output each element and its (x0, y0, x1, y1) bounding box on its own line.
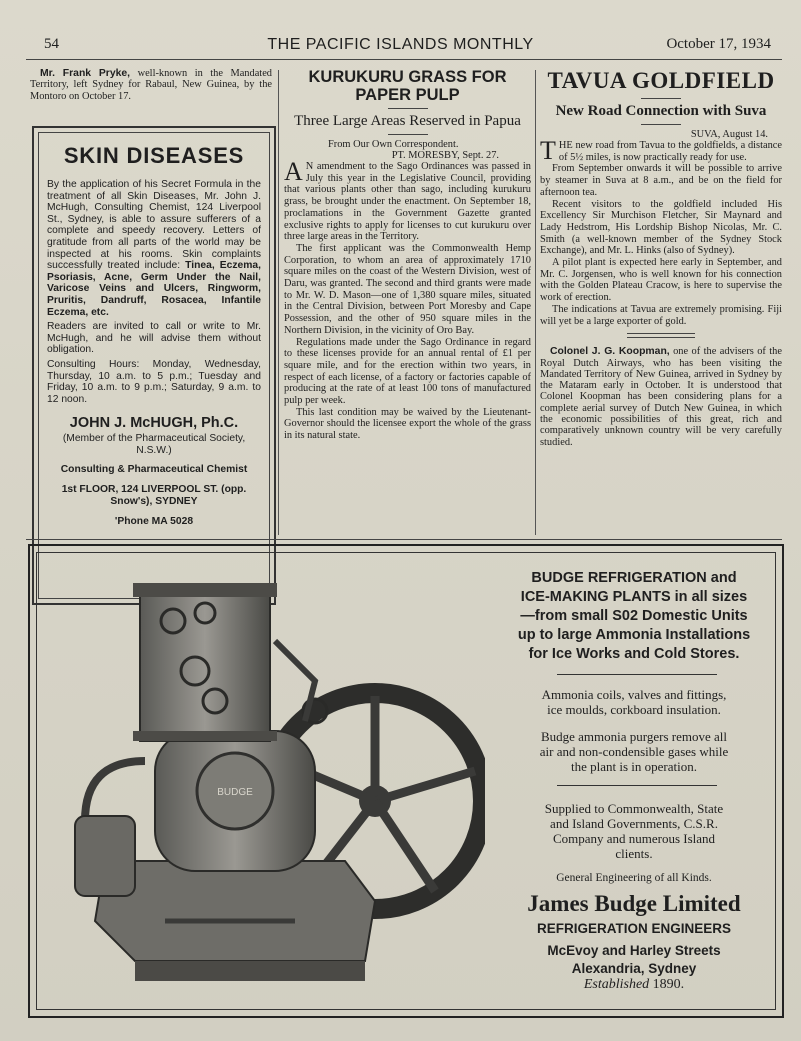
article-paragraph: Regulations made under the Sago Ordinance in regard to these licenses provide for an annual rental of £1 per square mile, and for the erection within two years, in respect of each license, of a factory or factories capable of producing at the rate of at least 100 tons of manufactured pulp per week. (284, 336, 531, 407)
page-header (0, 36, 801, 58)
refrigeration-machine-illustration (45, 561, 485, 1001)
notice-text: one of the advisers of the Royal Dutch Airways, who has been visiting the Mandated Territory of New Guinea, arrived in Sydney by the Mataram early in October. It is understood that Colonel Koopman has been considering plans for a complete aerial survey of Dutch New Guinea, in which the economic possibilities of this great, rich and comparatively unknown country will be very carefully studied. (540, 346, 782, 448)
ad-heading-line: ICE-MAKING PLANTS in all sizes (520, 589, 748, 605)
article-paragraph: N amendment to the Sago Ordinances was passed in July this year in the Legislative Council, providing that various plants other than sago, including kurukuru grass, be brought under the enactment. On September 18, proclamations in the Government Gazette granted exclusive rights to apply for licenses to cut kurukuru over three large areas in the Territory. (284, 161, 531, 243)
ad-title: SKIN DISEASES (63, 143, 245, 168)
chemist-role: Consulting & Pharmaceutical Chemist (60, 464, 248, 476)
left-column (30, 68, 272, 528)
section-rule (627, 333, 695, 338)
article-paragraph: The indications at Tavua are extremely promising. Fiji will yet be a large exporter of gold. (540, 303, 782, 327)
kurukuru-subhead: Three Large Areas Reserved in Papua (294, 113, 521, 129)
drop-cap: A (284, 157, 303, 186)
page-number: 54 (44, 36, 59, 52)
address: 1st FLOOR, 124 LIVERPOOL ST. (opp. Snow's), SYDNEY (61, 484, 247, 508)
short-rule (641, 98, 681, 99)
ad-text-line: the plant is in operation. (570, 759, 697, 774)
kurukuru-headline: KURUKURU GRASS FOR PAPER PULP (308, 68, 507, 104)
machine-label: BUDGE (217, 787, 253, 798)
ad-text-line: Supplied to Commonwealth, State (544, 801, 724, 816)
tavua-headline: TAVUA GOLDFIELD (547, 68, 775, 93)
article-paragraph: The first applicant was the Commonwealth Hemp Corporation, to whom an area of approximately 1710 square miles on the coast of the Western Division, west of Daru, was granted. The second and third grants were made to Mr. W. D. Mason—one of 1,380 square miles, situated in the Central Division, between Port Moresby and Cape Possession, and the other of 950 square miles in the Northern Division, in the vicinity of Oro Bay. (284, 242, 531, 336)
article-paragraph: Recent visitors to the goldfield included His Excellency Sir Murchison Fletcher, Sir Maynard and Lady Hedstrom, His Lordship Bishop Nicolas, Mr. C. Smith (a well-known member of the Sydney Stock Exchange), and Mr. L. Hinks (also of Sydney). (540, 198, 782, 257)
ad-paragraph: Readers are invited to call or write to Mr. McHugh, and he will advise them without obligation. (47, 321, 261, 356)
notice-name: Colonel J. G. Koopman, (550, 346, 670, 358)
ad-rule (557, 674, 717, 675)
ad-text-line: General Engineering of all Kinds. (556, 872, 712, 884)
ad-paragraph (47, 179, 261, 318)
ad-inner-frame (36, 552, 776, 1010)
byline: From Our Own Correspondent. (328, 139, 459, 150)
dateline: PT. MORESBY, Sept. 27. (391, 150, 499, 161)
tavua-subhead: New Road Connection with Suva (555, 103, 767, 119)
company-city: Alexandria, Sydney (571, 961, 697, 976)
header-rule (26, 59, 782, 60)
company-tagline: REFRIGERATION ENGINEERS (536, 921, 732, 936)
dateline: SUVA, August 14. (690, 129, 768, 140)
membership: (Member of the Pharmaceutical Society, N.S.W.) (62, 433, 246, 456)
established-word: Established (583, 977, 650, 992)
ad-text-line: Company and numerous Island (552, 831, 716, 846)
ad-text-line: Budge ammonia purgers remove all (540, 729, 728, 744)
article-paragraph: HE new road from Tavua to the goldfields, a distance of 5½ miles, is now practically ready for use. (558, 140, 782, 163)
right-column (540, 68, 782, 448)
masthead: THE PACIFIC ISLANDS MONTHLY (267, 36, 534, 53)
kurukuru-article (284, 157, 531, 442)
notice-name: Mr. Frank Pryke, (40, 68, 131, 79)
ad-text-line: Ammonia coils, valves and fittings, (541, 687, 727, 702)
ad-text: By the application of his Secret Formula in the treatment of all Skin Diseases, Mr. John J. McHugh, Consulting Chemist, 124 Liverpool St., Sydney, is able to assure sufferers of a complete and speedy recovery. Letters of gratitude from all parts of the world may be inspected at his rooms. Skin complaints successfully treated include: (47, 179, 261, 272)
section-rule (26, 539, 782, 540)
ad-text-line: and Island Governments, C.S.R. (550, 816, 718, 831)
ad-inner-frame (38, 132, 270, 599)
ad-conditions: Tinea, Eczema, Psoriasis, Acne, Germ Under the Nail, Varicose Veins and Ulcers, Ringworm, Pruritis, Dandruff, Rosacea, Infantile Eczema, etc. (47, 260, 261, 318)
issue-date: October 17, 1934 (666, 36, 771, 52)
chemist-name: JOHN J. McHUGH, Ph.C. (69, 415, 239, 432)
middle-column (284, 68, 531, 442)
short-rule (388, 108, 428, 109)
article-paragraph: This last condition may be waived by the Lieutenant-Governor should the licensee export the whole of the grass in its natural state. (284, 406, 531, 442)
phone: 'Phone MA 5028 (114, 516, 194, 528)
koopman-notice (540, 346, 782, 448)
ad-hours: Consulting Hours: Monday, Wednesday, Thursday, 10 a.m. to 5 p.m.; Tuesday and Friday, 10 a.m. to 9 p.m.; Saturday, 9 a.m. to 12 noon. (47, 358, 261, 405)
drop-cap: T (540, 136, 556, 165)
ad-heading-line: —from small S02 Domestic Units (520, 608, 748, 624)
budge-refrigeration-ad (28, 544, 784, 1018)
pryke-notice (30, 68, 272, 102)
short-rule (388, 134, 428, 135)
company-name: James Budge Limited (527, 891, 741, 916)
ad-heading-line: BUDGE REFRIGERATION and (531, 570, 737, 586)
skin-diseases-ad (32, 126, 276, 605)
established-year: 1890. (649, 977, 685, 992)
tavua-article (540, 136, 782, 327)
column-divider (535, 70, 536, 535)
article-paragraph: From September onwards it will be possible to arrive by steamer in Suva at 8 a.m., and be on the field for afternoon tea. (540, 163, 782, 198)
ad-heading-line: up to large Ammonia Installations (517, 627, 751, 643)
ad-rule (557, 785, 717, 786)
ad-text-line: air and non-condensible gases while (539, 744, 729, 759)
column-divider (278, 70, 279, 535)
ad-text-line: clients. (615, 846, 653, 861)
company-street: McEvoy and Harley Streets (547, 943, 721, 958)
notice-text: well-known in the Mandated Territory, left Sydney for Rabaul, New Guinea, by the Montoro on October 17. (30, 68, 272, 102)
ad-heading-line: for Ice Works and Cold Stores. (528, 646, 740, 662)
short-rule (641, 124, 681, 125)
established (495, 977, 773, 992)
article-paragraph: A pilot plant is expected here early in September, and Mr. C. Jorgensen, who is well known for his connection with the Golden Plateau Cracow, is here to supervise the work of erection. (540, 257, 782, 304)
ad-text-line: ice moulds, corkboard insulation. (547, 702, 721, 717)
